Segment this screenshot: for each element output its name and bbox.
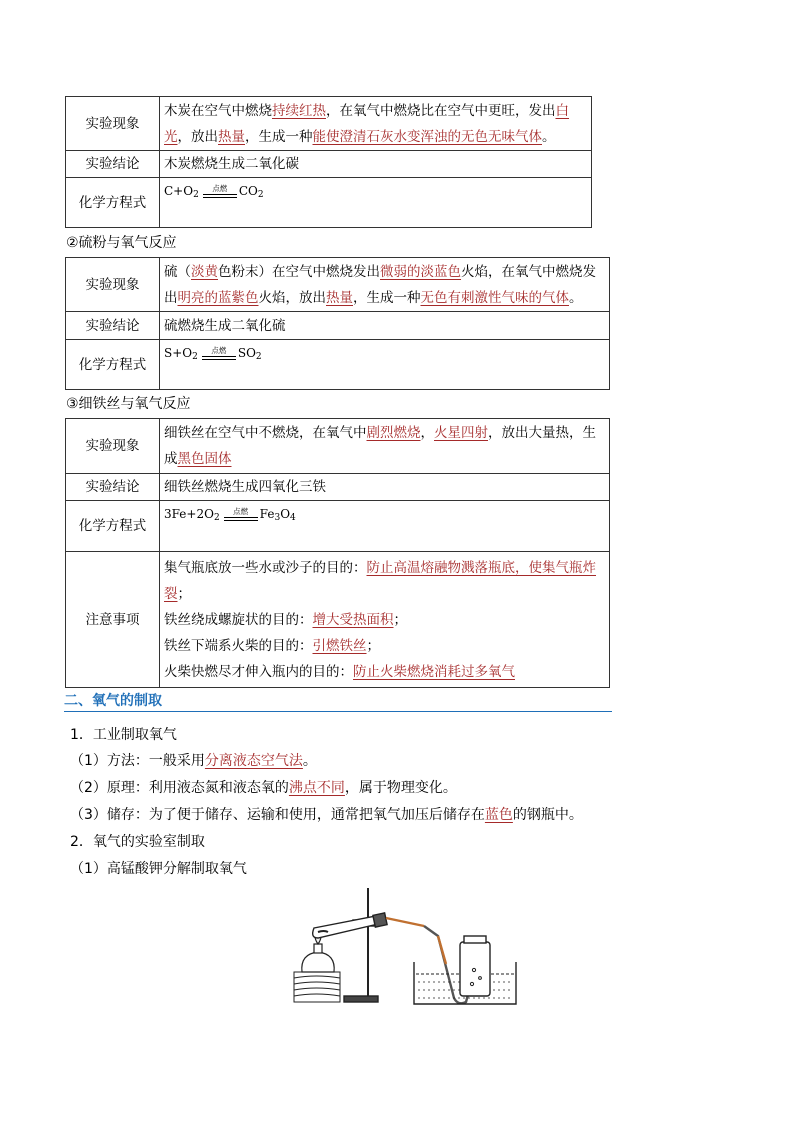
conclusion-label: 实验结论 [66, 312, 160, 340]
text-segment: 色粉末）在空气中燃烧发出 [218, 263, 380, 280]
text-segment: 铁丝绕成螺旋状的目的： [164, 611, 313, 628]
delivery-tube [386, 918, 472, 1003]
eq-right: $Fe_3O_4$ [259, 507, 296, 523]
body-line [70, 804, 583, 824]
text-segment: ； [366, 637, 380, 654]
chemical-equation [160, 178, 592, 228]
phenomenon-label: 实验现象 [66, 97, 160, 151]
eq-left: $C+O_2$ [164, 184, 199, 200]
text-segment: 木炭在空气中燃烧 [164, 102, 272, 119]
conclusion-label: 实验结论 [66, 474, 160, 501]
text-segment: （3）储存：为了便于储存、运输和使用，通常把氧气加压后储存在 [70, 807, 485, 823]
key-answer: 火星四射 [434, 425, 488, 441]
caption-sulfur: ②硫粉与氧气反应 [66, 235, 177, 251]
iron-stand [344, 888, 378, 1002]
eq-condition: 点燃 [202, 346, 236, 360]
notes-list [160, 552, 610, 688]
note-item [164, 607, 605, 633]
text-segment: 。 [569, 289, 583, 306]
text-segment: 1．工业制取氧气 [70, 727, 177, 743]
conclusion-text: 硫燃烧生成二氧化硫 [160, 312, 610, 340]
wooden-block [294, 972, 340, 1002]
conclusion-text: 细铁丝燃烧生成四氧化三铁 [160, 474, 610, 501]
text-segment: ，属于物理变化。 [344, 780, 457, 796]
phenomenon-label: 实验现象 [66, 258, 160, 312]
key-answer: 沸点不同 [288, 780, 345, 796]
text-segment: ，生成一种 [245, 128, 313, 145]
text-segment: 火焰，在氧气中燃烧发出 [164, 263, 596, 306]
test-tube [313, 913, 387, 938]
body-line [70, 750, 317, 770]
key-answer: 增大受热面积 [312, 611, 394, 628]
key-answer: 分离液态空气法 [204, 753, 303, 769]
eq-condition: 点燃 [224, 507, 258, 521]
text-segment: 集气瓶底放一些水或沙子的目的： [164, 559, 367, 576]
phenomenon-text [160, 258, 610, 312]
key-answer: 黑色固体 [177, 451, 232, 467]
text-segment: ， [420, 425, 434, 441]
text-segment: ，放出大量热，生成 [164, 425, 596, 467]
section-divider [64, 711, 612, 712]
phenomenon-label: 实验现象 [66, 419, 160, 474]
chemical-equation [160, 340, 610, 390]
text-segment: （1）高锰酸钾分解制取氧气 [70, 861, 247, 877]
equation-label: 化学方程式 [66, 340, 160, 390]
sulfur-table [65, 257, 610, 390]
text-segment: （1）方法：一般采用 [70, 753, 205, 769]
text-segment: ，放出 [177, 128, 218, 145]
eq-right: $SO_2$ [237, 346, 262, 362]
key-answer: 剧烈燃烧 [366, 425, 421, 441]
phenomenon-text [160, 97, 592, 151]
section-heading: 二、氧气的制取 [64, 693, 162, 709]
body-line [70, 831, 205, 851]
conclusion-label: 实验结论 [66, 151, 160, 178]
iron-table [65, 418, 610, 688]
text-segment: ，生成一种 [353, 289, 421, 306]
equation-label: 化学方程式 [66, 501, 160, 552]
conclusion-text: 木炭燃烧生成二氧化碳 [160, 151, 592, 178]
text-segment: 的钢瓶中。 [512, 807, 583, 823]
text-segment: 。 [542, 128, 556, 145]
body-line [70, 777, 457, 797]
key-answer: 淡黄 [191, 263, 218, 280]
eq-condition: 点燃 [203, 184, 237, 198]
text-segment: ，在氧气中燃烧比在空气中更旺，发出 [326, 102, 556, 119]
key-answer: 白光 [164, 102, 569, 145]
key-answer: 引燃铁丝 [312, 637, 367, 654]
key-answer: 微弱的淡蓝色 [380, 263, 461, 280]
text-segment: ； [393, 611, 407, 628]
body-line [70, 858, 247, 878]
eq-right: $CO_2$ [238, 184, 264, 200]
key-answer: 无色有刺激性气味的气体 [420, 289, 569, 306]
text-segment: 细铁丝在空气中不燃烧，在氧气中 [164, 425, 367, 441]
note-item [164, 555, 605, 607]
text-segment: 硫（ [164, 263, 191, 280]
key-answer: 热量 [326, 289, 353, 306]
note-item [164, 659, 605, 685]
key-answer: 蓝色 [484, 807, 513, 823]
notes-label: 注意事项 [66, 552, 160, 688]
charcoal-table [65, 96, 592, 228]
key-answer: 防止火柴燃烧消耗过多氧气 [353, 663, 515, 680]
key-answer: 持续红热 [272, 102, 326, 119]
text-segment: ； [177, 585, 191, 602]
body-line [70, 724, 177, 744]
key-answer: 明亮的蓝紫色 [177, 289, 259, 306]
eq-left: $S+O_2$ [164, 346, 198, 362]
caption-iron: ③细铁丝与氧气反应 [66, 396, 191, 412]
text-segment: 火柴快燃尽才伸入瓶内的目的： [164, 663, 353, 680]
key-answer: 热量 [218, 128, 245, 145]
phenomenon-text [160, 419, 610, 474]
text-segment: 。 [302, 753, 317, 769]
gas-collecting-bottle [460, 936, 490, 996]
text-segment: （2）原理：利用液态氮和液态氧的 [70, 780, 289, 796]
note-item [164, 633, 605, 659]
key-answer: 防止高温熔融物溅落瓶底，使集气瓶炸裂 [164, 559, 596, 602]
chemical-equation [160, 501, 610, 552]
key-answer: 能使澄清石灰水变浑浊的无色无味气体 [312, 128, 542, 145]
eq-left: $3Fe+2O_2$ [164, 507, 220, 523]
text-segment: 火焰，放出 [258, 289, 326, 306]
oxygen-apparatus-illustration [288, 880, 520, 1012]
text-segment: 2．氧气的实验室制取 [70, 834, 205, 850]
equation-label: 化学方程式 [66, 178, 160, 228]
text-segment: 铁丝下端系火柴的目的： [164, 637, 313, 654]
